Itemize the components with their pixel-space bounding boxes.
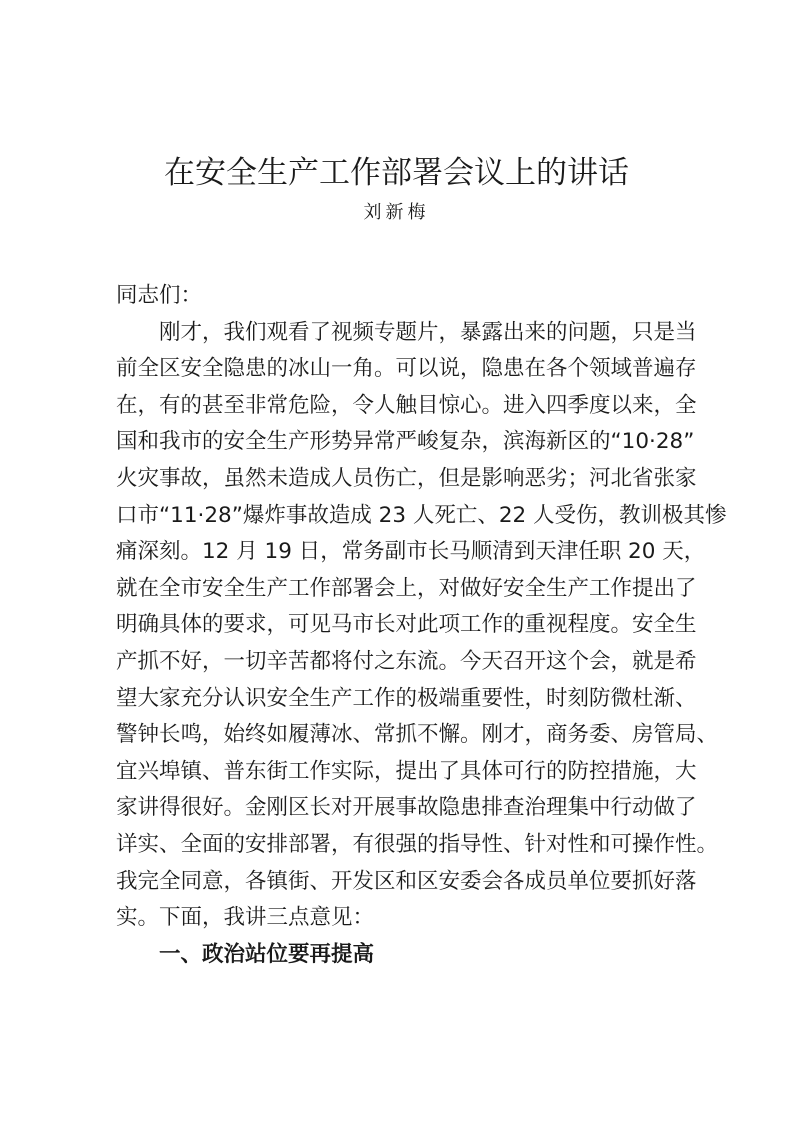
paragraph-line: 我完全同意，各镇街、开发区和区安委会各成员单位要抓好落 [116, 868, 697, 894]
section-heading: 一、政治站位要再提高 [159, 941, 375, 967]
paragraph-line: 口市“11·28”爆炸事故造成 23 人死亡、22 人受伤，教训极其惨 [116, 502, 727, 528]
paragraph-line: 火灾事故，虽然未造成人员伤亡，但是影响恶劣；河北省张家 [116, 465, 697, 491]
paragraph-line: 望大家充分认识安全生产工作的极端重要性，时刻防微杜渐、 [116, 685, 697, 711]
paragraph-line: 刚才，我们观看了视频专题片，暴露出来的问题，只是当 [159, 319, 697, 345]
paragraph-line: 明确具体的要求，可见马市长对此项工作的重视程度。安全生 [116, 612, 697, 638]
paragraph-line: 在，有的甚至非常危险，令人触目惊心。进入四季度以来，全 [116, 392, 697, 418]
salutation: 同志们： [116, 283, 203, 308]
paragraph-line: 产抓不好，一切辛苦都将付之东流。今天召开这个会，就是希 [116, 648, 697, 674]
paragraph-line: 宜兴埠镇、普东街工作实际，提出了具体可行的防控措施，大 [116, 758, 697, 784]
document-title: 在安全生产工作部署会议上的讲话 [164, 155, 629, 191]
document-author: 刘新梅 [363, 202, 430, 223]
paragraph-line: 实。下面，我讲三点意见： [116, 905, 375, 931]
paragraph-line: 前全区安全隐患的冰山一角。可以说，隐患在各个领域普遍存 [116, 356, 697, 382]
document-body [116, 278, 727, 973]
paragraph-line: 就在全市安全生产工作部署会上，对做好安全生产工作提出了 [116, 575, 697, 601]
paragraph-line: 详实、全面的安排部署，有很强的指导性、针对性和可操作性。 [116, 831, 719, 857]
paragraph-line: 家讲得很好。金刚区长对开展事故隐患排查治理集中行动做了 [116, 795, 697, 821]
paragraph-line: 痛深刻。12 月 19 日，常务副市长马顺清到天津任职 20 天， [116, 539, 706, 565]
paragraph-line: 国和我市的安全生产形势异常严峻复杂，滨海新区的“10·28” [116, 429, 695, 455]
paragraph-line: 警钟长鸣，始终如履薄冰、常抓不懈。刚才，商务委、房管局、 [116, 722, 719, 748]
